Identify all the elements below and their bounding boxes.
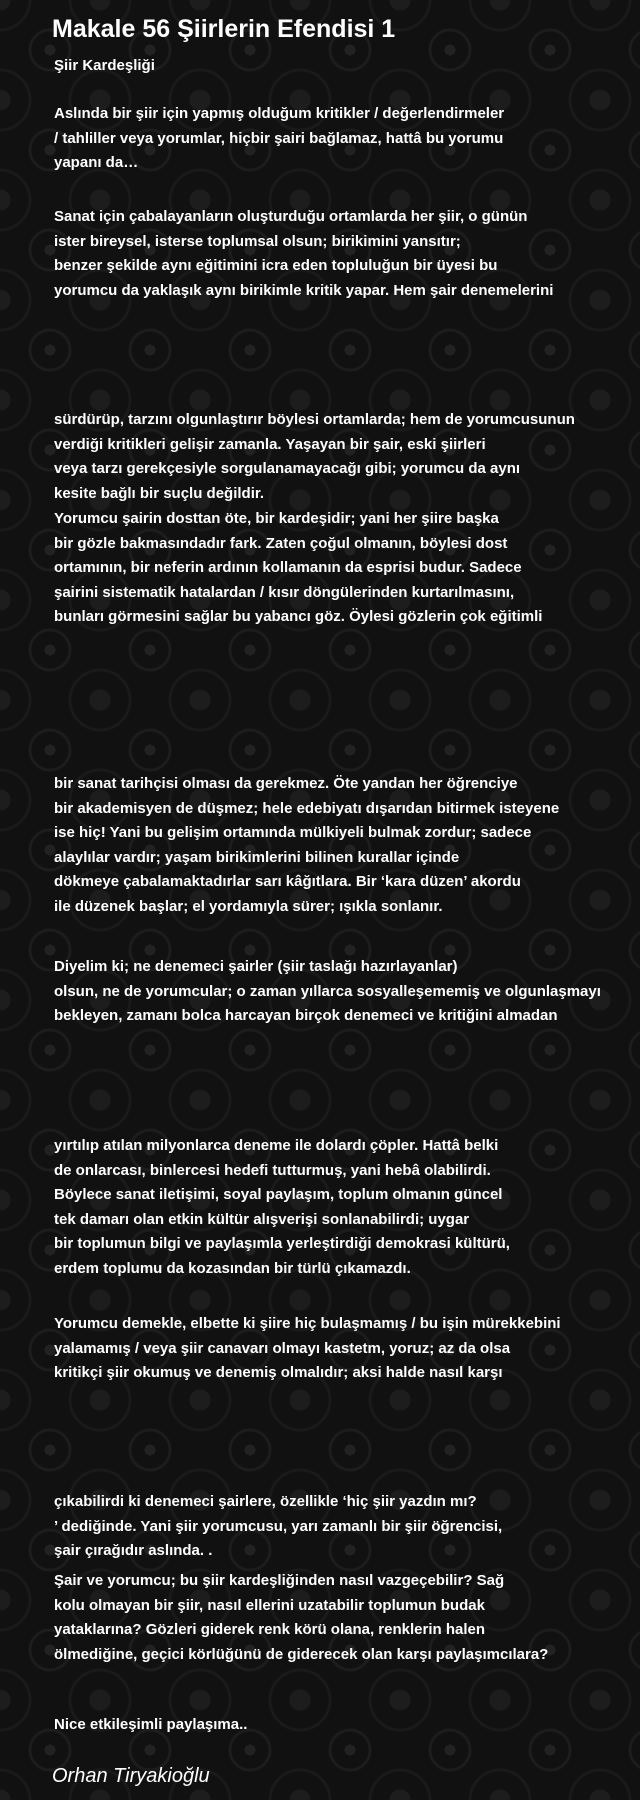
paragraph-7: yırtılıp atılan milyonlarca deneme ile dolardı çöpler. Hattâ belki de onlarcası, binlercesi hedefi tutturmuş, yani hebâ olabilirdi. Böylece sanat iletişimi, soyal paylaşım, toplum olmanın güncel tek damarı olan etkin kültür alışverişi sonlanabilirdi; uygar bir toplumun bilgi ve paylaşımla yerleştirdiği demokrasi kültürü, erdem toplumu da kozasından bir türlü çıkamazdı. <box>54 1137 510 1277</box>
paragraph-5: bir sanat tarihçisi olması da gerekmez. Öte yandan her öğrenciye bir akademisyen de düşmez; hele edebiyatı dışarıdan bitirmek isteyene ise hiç! Yani bu gelişim ortamında mülkiyeli bulmak zordur; sadece alaylılar vardır; yaşam birikimlerini bilinen kurallar içinde dökmeye çabalamaktadırlar sarı kâğıtlara. Bir ‘kara düzen’ akordu ile düzenek başlar; el yordamıyla sürer; ışıkla sonlanır. <box>54 775 560 915</box>
paragraph-3: sürdürüp, tarzını olgunlaştırır böylesi ortamlarda; hem de yorumcusunun verdiği kritikleri gelişir zamanla. Yaşayan bir şair, eski şiirleri veya tarzı gerekçesiyle sorgulanamayacağı gibi; yorumcu da aynı kesite bağlı bir suçlu değildir. <box>54 411 575 502</box>
paragraph-4: Yorumcu şairin dosttan öte, bir kardeşidir; yani her şiire başka bir gözle bakmasındadır fark. Zaten çoğul olmanın, böylesi dost ortamının, bir neferin ardının kollamanın da esprisi budur. Sadece şairini sistematik hatalardan / kısır döngülerinden kurtarılmasını, bunları görmesini sağlar bu yabancı göz. Öylesi gözlerin çok eğitimli <box>54 510 543 626</box>
paragraph-9: çıkabilirdi ki denemeci şairlere, özellikle ‘hiç şiir yazdın mı? ’ dediğinde. Yani şiir yorumcusu, yarı zamanlı bir şiir öğrencisi, şair çırağıdır aslında. . <box>54 1493 503 1560</box>
author-signature: Orhan Tiryakioğlu <box>52 1765 210 1787</box>
paragraph-11: Nice etkileşimli paylaşıma.. <box>54 1716 248 1733</box>
paragraph-10: Şair ve yorumcu; bu şiir kardeşliğinden nasıl vazgeçebilir? Sağ kolu olmayan bir şiir, nasıl ellerini uzatabilir toplumun budak yataklarına? Gözleri giderek renk körü olana, renklerin halen ölmediğine, geçici körlüğünü de giderecek olan karşı paylaşımcılara? <box>54 1572 549 1663</box>
paragraph-6: Diyelim ki; ne denemeci şairler (şiir taslağı hazırlayanlar) olsun, ne de yorumcular; o zaman yıllarca sosyalleşememiş ve olgunlaşmayı bekleyen, zamanı bolca harcayan birçok denemeci ve kritiğini almadan <box>54 958 601 1025</box>
poem-title: Makale 56 Şiirlerin Efendisi 1 <box>52 15 396 43</box>
paragraph-1: Aslında bir şiir için yapmış olduğum kritikler / değerlendirmeler / tahliller veya yorumlar, hiçbir şairi bağlamaz, hattâ bu yorumu yapanı da… <box>54 105 505 172</box>
paragraph-8: Yorumcu demekle, elbette ki şiire hiç bulaşmamış / bu işin mürekkebini yalamamış / veya şiir canavarı olmayı kastetm, yoruz; az da olsa kritikçi şiir okumuş ve denemiş olmalıdır; aksi halde nasıl karşı <box>54 1315 561 1382</box>
paragraph-2: Sanat için çabalayanların oluşturduğu ortamlarda her şiir, o günün ister bireysel, isterse toplumsal olsun; birikimini yansıtır; benzer şekilde aynı eğitimini icra eden topluluğun bir üyesi bu yorumcu da yaklaşık aynı birikimle kritik yapar. Hem şair denemelerini <box>54 208 554 299</box>
subtitle: Şiir Kardeşliği <box>54 57 155 74</box>
